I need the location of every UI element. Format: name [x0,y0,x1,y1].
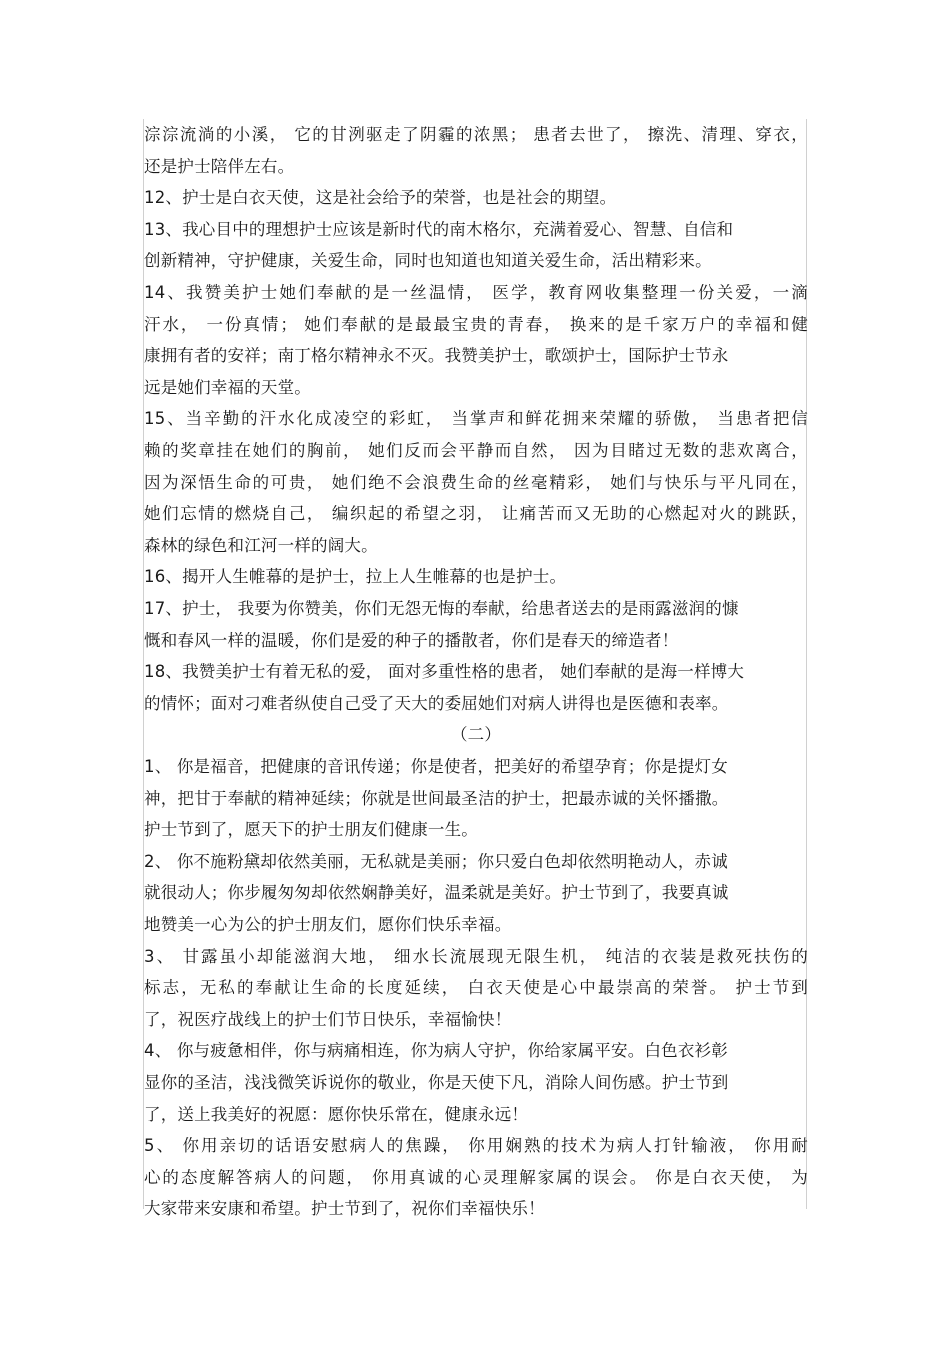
text-line: 远是她们幸福的天堂。 [144,377,311,397]
text-line: 13、我心目中的理想护士应该是新时代的南木格尔，充满着爱心、智慧、自信和 [144,219,734,239]
text-line: 创新精神，守护健康，关爱生命，同时也知道也知道关爱生命，活出精彩来。 [144,251,712,271]
text-line: 神，把甘于奉献的精神延续；你就是世间最圣洁的护士，把最赤诚的关怀播撒。 [144,788,729,808]
text-line: 了，送上我美好的祝愿：愿你快乐常在，健康永远！ [144,1104,529,1124]
text-line: 17、护士， 我要为你赞美，你们无怨无悔的奉献，给患者送去的是雨露滋润的慷 [144,599,739,618]
text-line: 赖的奖章挂在她们的胸前， 她们反而会平静而自然， 因为目睹过无数的悲欢离合， [144,441,808,460]
text-line: 因为深悟生命的可贵， 她们绝不会浪费生命的丝毫精彩， 她们与快乐与平凡同在， [144,472,808,492]
text-line: 18、我赞美护士有着无私的爱， 面对多重性格的患者， 她们奉献的是海一样博大 [144,662,745,682]
text-line: 14、我赞美护士她们奉献的是一丝温情， 医学，教育网收集整理一份关爱，一滴 [144,283,808,302]
text-line: 1、 你是福音，把健康的音讯传递；你是使者，把美好的希望孕育；你是提灯女 [144,757,728,776]
text-line: 15、当辛勤的汗水化成凌空的彩虹， 当掌声和鲜花拥来荣耀的骄傲， 当患者把信 [144,409,808,429]
text-line: 标志，无私的奉献让生命的长度延续， 白衣天使是心中最崇高的荣誉。 护士节到 [144,978,808,998]
section-heading: （二） [450,725,502,745]
text-line: 护士节到了，愿天下的护士朋友们健康一生。 [144,820,478,840]
text-line: 显你的圣洁，浅浅微笑诉说你的敬业，你是天使下凡，消除人间伤感。护士节到 [144,1073,729,1092]
text-line: 2、 你不施粉黛却依然美丽，无私就是美丽；你只爱白色却依然明艳动人，赤诚 [144,851,728,871]
text-line: 16、揭开人生帷幕的是护士，拉上人生帷幕的也是护士。 [144,567,567,587]
text-line: 3、 甘露虽小却能滋润大地， 细水长流展现无限生机， 纯洁的衣装是救死扶伤的 [144,946,808,966]
text-line: 慨和春风一样的温暖，你们是爱的种子的播散者，你们是春天的缔造者！ [144,630,679,650]
text-line: 汗水， 一份真情； 她们奉献的是最最宝贵的青春， 换来的是千家万户的幸福和健 [144,314,808,334]
text-line: 还是护士陪伴左右。 [144,156,295,176]
text-line: 康拥有者的安祥；南丁格尔精神永不灭。我赞美护士，歌颂护士，国际护士节永 [144,346,729,366]
text-line: 地赞美一心为公的护士朋友们，愿你们快乐幸福。 [144,915,512,934]
text-line: 就很动人；你步履匆匆却依然娴静美好，温柔就是美好。护士节到了，我要真诚 [144,883,729,903]
text-line: 心的态度解答病人的问题， 你用真诚的心灵理解家属的误会。 你是白衣天使， 为 [144,1167,808,1187]
text-line: 森林的绿色和江河一样的阔大。 [144,535,378,555]
document-text-block [143,119,808,1219]
text-line: 5、 你用亲切的话语安慰病人的焦躁， 你用娴熟的技术为病人打针输液， 你用耐 [144,1136,808,1156]
text-line: 大家带来安康和希望。护士节到了，祝你们幸福快乐！ [144,1199,545,1219]
text-line: 她们忘情的燃烧自己， 编织起的希望之羽， 让痛苦而又无助的心燃起对火的跳跃， [144,504,808,524]
text-line: 的情怀；面对刁难者纵使自己受了天大的委屈她们对病人讲得也是医德和表率。 [144,693,729,713]
text-line: 12、护士是白衣天使，这是社会给予的荣誉，也是社会的期望。 [144,188,617,208]
text-line: 了，祝医疗战线上的护士们节日快乐，幸福愉快！ [144,1009,512,1029]
text-line: 淙淙流淌的小溪， 它的甘洌驱走了阴霾的浓黑； 患者去世了， 擦洗、清理、穿衣， [144,125,808,144]
text-line: 4、 你与疲惫相伴，你与病痛相连，你为病人守护，你给家属平安。白色衣衫彰 [144,1041,728,1061]
